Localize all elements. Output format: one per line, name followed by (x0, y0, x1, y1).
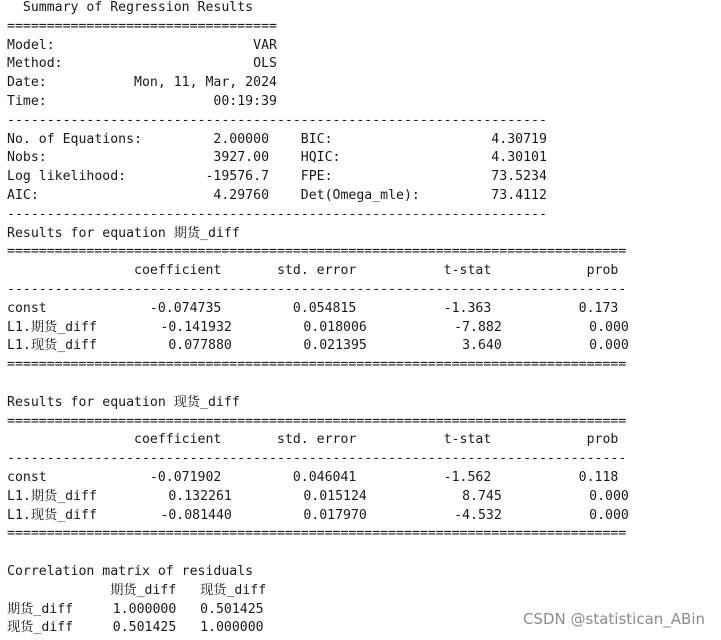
console-line: const -0.071902 0.046041 -1.562 0.118 (7, 470, 619, 485)
console-line: coefficient std. error t-stat prob (7, 263, 619, 279)
console-line: coefficient std. error t-stat prob (7, 432, 619, 448)
watermark: CSDN @statistican_ABin (522, 610, 705, 628)
console-line: -------------------------------------------------------------------- (7, 206, 547, 222)
console-line: ================================== (7, 18, 277, 34)
console-line: ============================================================================== (7, 413, 627, 429)
console-line: Model: VAR (7, 37, 277, 53)
console-line: AIC: 4.29760 Det(Omega_mle): 73.4112 (7, 188, 547, 203)
console-line: Correlation matrix of residuals (7, 564, 254, 579)
console-line: L1.现货_diff 0.077880 0.021395 3.640 0.000 (7, 338, 629, 354)
console-line: L1.期货_diff 0.132261 0.015124 8.745 0.000 (7, 488, 629, 504)
console-line: Results for equation 现货_diff (7, 394, 240, 410)
console-line: ------------------------------------------------------------------------------ (7, 451, 627, 467)
console-line: ------------------------------------------------------------------------------ (7, 282, 627, 297)
console-line: 期货_diff 1.000000 0.501425 (7, 601, 264, 617)
console-line: Time: 00:19:39 (7, 94, 277, 109)
console-line: Results for equation 期货_diff (7, 225, 240, 241)
console-line: Summary of Regression Results (7, 0, 254, 15)
console-line: L1.期货_diff -0.141932 0.018006 -7.882 0.000 (7, 319, 629, 335)
console-line: L1.现货_diff -0.081440 0.017970 -4.532 0.000 (7, 507, 629, 523)
console-line: Method: OLS (7, 56, 277, 72)
console-line: Log likelihood: -19576.7 FPE: 73.5234 (7, 169, 547, 185)
console-line: const -0.074735 0.054815 -1.363 0.173 (7, 300, 619, 316)
console-line: ============================================================================== (7, 244, 627, 260)
console-line: No. of Equations: 2.00000 BIC: 4.30719 (7, 131, 547, 147)
console-line: 现货_diff 0.501425 1.000000 (7, 620, 264, 636)
console-line: ============================================================================== (7, 526, 627, 542)
console-line: Date: Mon, 11, Mar, 2024 (7, 75, 277, 91)
console-line: -------------------------------------------------------------------- (7, 112, 547, 128)
console-line: ============================================================================== (7, 357, 627, 373)
console-line: Nobs: 3927.00 HQIC: 4.30101 (7, 150, 547, 166)
console-line: 期货_diff 现货_diff (7, 582, 267, 598)
